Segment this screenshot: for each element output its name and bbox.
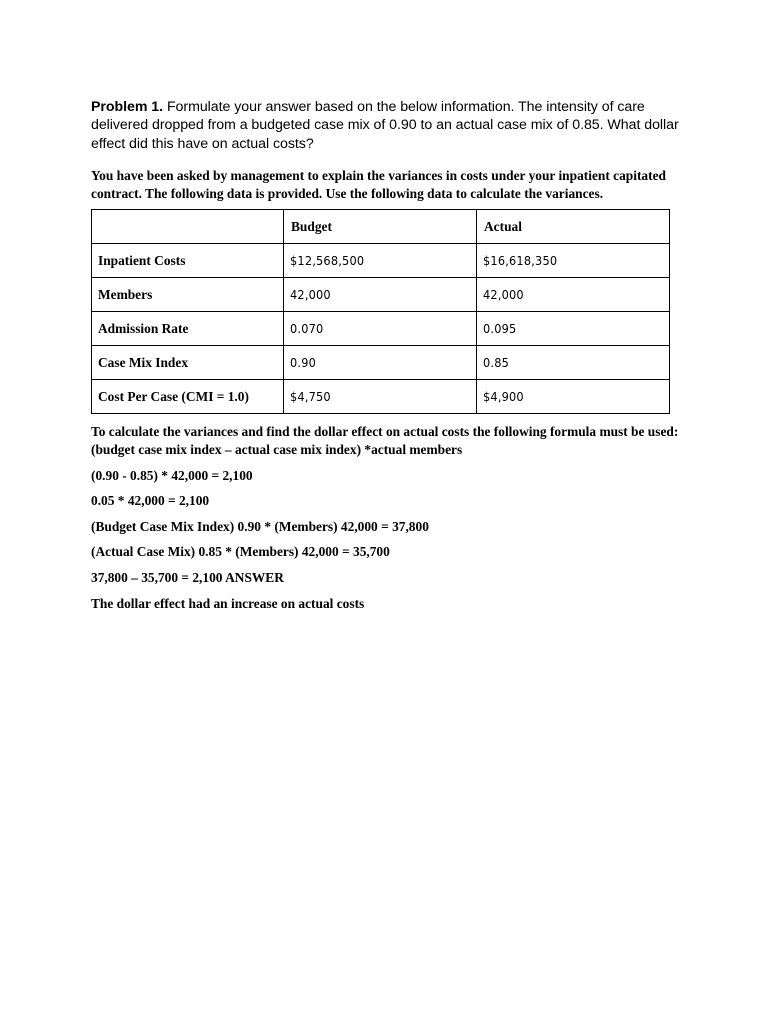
calculation-line: 0.05 * 42,000 = 2,100 xyxy=(91,493,210,509)
table-header-row xyxy=(92,210,670,244)
actual-value: 0.095 xyxy=(477,312,670,346)
budget-value: 0.90 xyxy=(284,346,477,380)
variance-data-table xyxy=(91,209,670,414)
document-page xyxy=(91,98,681,612)
problem-heading: Problem 1. xyxy=(91,99,164,115)
calculation-line: (Budget Case Mix Index) 0.90 * (Members) 42,000 = 37,800 xyxy=(91,518,429,534)
table-header-cell-empty xyxy=(92,210,284,244)
row-label: Admission Rate xyxy=(92,312,284,346)
table-row xyxy=(92,278,670,312)
table-row xyxy=(92,312,670,346)
actual-value: 42,000 xyxy=(477,278,670,312)
calculation-line: (Actual Case Mix) 0.85 * (Members) 42,000 = 35,700 xyxy=(91,544,390,560)
calculation-line: (0.90 - 0.85) * 42,000 = 2,100 xyxy=(91,467,253,483)
actual-value: $4,900 xyxy=(477,380,670,414)
formula-intro: To calculate the variances and find the dollar effect on actual costs the following formula must be used: (budget case mix index – actual case mix index) *actual members xyxy=(91,424,679,457)
intro-paragraph: You have been asked by management to explain the variances in costs under your inpatient capitated contract. The following data is provided. Use the following data to calculate the variances. xyxy=(91,168,666,201)
table-header-actual: Actual xyxy=(477,210,670,244)
table-row xyxy=(92,244,670,278)
table-header-budget: Budget xyxy=(284,210,477,244)
row-label: Case Mix Index xyxy=(92,346,284,380)
budget-value: $4,750 xyxy=(284,380,477,414)
conclusion-line: The dollar effect had an increase on actual costs xyxy=(91,595,365,611)
actual-value: 0.85 xyxy=(477,346,670,380)
problem-statement xyxy=(91,98,681,153)
calculation-answer: 37,800 – 35,700 = 2,100 ANSWER xyxy=(91,569,284,585)
budget-value: 0.070 xyxy=(284,312,477,346)
row-label: Inpatient Costs xyxy=(92,244,284,278)
row-label: Members xyxy=(92,278,284,312)
problem-text: Formulate your answer based on the below information. The intensity of care delivered dropped from a budgeted case mix of 0.90 to an actual case mix of 0.85. What dollar effect did this have on actual costs? xyxy=(91,99,679,152)
actual-value: $16,618,350 xyxy=(477,244,670,278)
budget-value: 42,000 xyxy=(284,278,477,312)
budget-value: $12,568,500 xyxy=(284,244,477,278)
row-label: Cost Per Case (CMI = 1.0) xyxy=(92,380,284,414)
table-row xyxy=(92,346,670,380)
table-row xyxy=(92,380,670,414)
